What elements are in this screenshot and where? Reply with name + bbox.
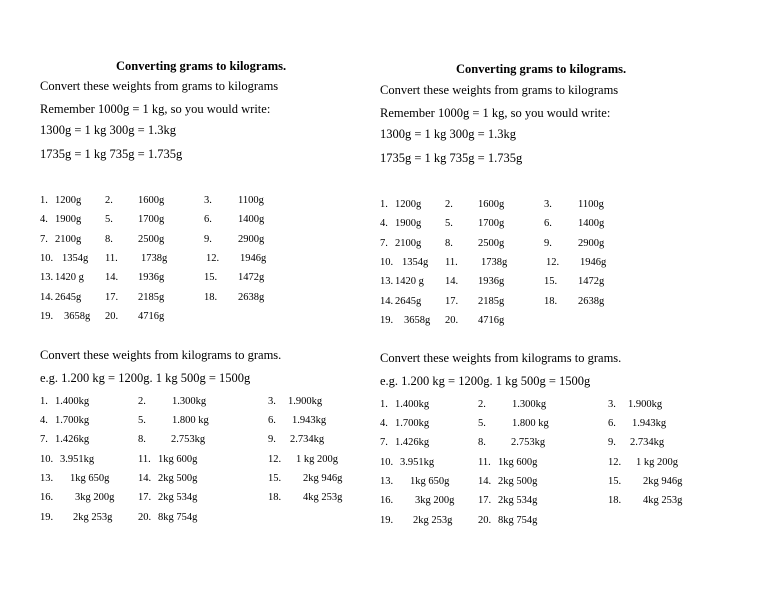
problem-value: 2645g	[395, 296, 422, 307]
problem-number: 12.	[206, 253, 220, 264]
example-line: e.g. 1.200 kg = 1200g. 1 kg 500g = 1500g	[380, 374, 591, 388]
problem-value: 2638g	[578, 296, 605, 307]
problem-value: 3658g	[64, 311, 91, 322]
problem-number: 8.	[105, 234, 113, 245]
remember-text: Remember 1000g = 1 kg, so you would write:	[380, 106, 611, 120]
problem-number: 4.	[40, 214, 48, 225]
problem-number: 14.	[138, 473, 152, 484]
problem-number: 12.	[268, 454, 282, 465]
problem-value: 2kg 253g	[73, 512, 113, 523]
problem-value: 2.753kg	[171, 434, 206, 445]
problem-number: 14.	[478, 476, 492, 487]
problem-value: 2kg 946g	[303, 473, 343, 484]
problem-value: 1.426kg	[395, 437, 430, 448]
problem-number: 19.	[40, 512, 54, 523]
problem-number: 17.	[105, 292, 119, 303]
problem-value: 2500g	[138, 234, 165, 245]
problem-number: 16.	[40, 492, 54, 503]
problem-number: 9.	[204, 234, 212, 245]
problem-number: 5.	[105, 214, 113, 225]
problem-value: 4716g	[138, 311, 165, 322]
problem-number: 11.	[105, 253, 118, 264]
problem-value: 4kg 253g	[643, 495, 683, 506]
problem-value: 2kg 500g	[158, 473, 198, 484]
problem-value: 1400g	[578, 218, 605, 229]
problem-number: 12.	[546, 257, 560, 268]
problem-value: 1600g	[478, 199, 505, 210]
problem-number: 19.	[380, 315, 394, 326]
problem-number: 1.	[40, 195, 48, 206]
problem-number: 6.	[544, 218, 552, 229]
problem-value: 2645g	[55, 292, 82, 303]
problem-value: 1420 g	[395, 276, 424, 287]
problem-value: 1354g	[402, 257, 429, 268]
problem-number: 14.	[380, 296, 394, 307]
problem-number: 3.	[268, 396, 276, 407]
instruction-text: Convert these weights from grams to kilograms	[40, 79, 279, 93]
problem-value: 1936g	[138, 272, 165, 283]
problem-value: 1946g	[580, 257, 607, 268]
problem-value: 1.700kg	[395, 418, 430, 429]
worksheet-title: Converting grams to kilograms.	[116, 59, 287, 73]
problem-value: 4kg 253g	[303, 492, 343, 503]
problem-number: 19.	[40, 311, 54, 322]
problem-number: 9.	[544, 238, 552, 249]
problem-number: 1.	[40, 396, 48, 407]
problem-value: 1100g	[578, 199, 604, 210]
problem-number: 11.	[478, 457, 491, 468]
problem-value: 1900g	[55, 214, 82, 225]
problem-number: 20.	[445, 315, 459, 326]
problem-value: 8kg 754g	[498, 515, 538, 526]
problem-value: 1kg 600g	[158, 454, 198, 465]
problem-number: 13.	[380, 476, 394, 487]
problem-value: 1.400kg	[55, 396, 90, 407]
problem-value: 3.951kg	[400, 457, 435, 468]
problem-value: 3658g	[404, 315, 431, 326]
problem-number: 7.	[40, 434, 48, 445]
problem-value: 1738g	[481, 257, 508, 268]
problem-value: 1.900kg	[288, 396, 323, 407]
problem-number: 18.	[204, 292, 218, 303]
problem-number: 2.	[478, 399, 486, 410]
problem-value: 1738g	[141, 253, 168, 264]
problem-number: 15.	[268, 473, 282, 484]
problem-number: 20.	[478, 515, 492, 526]
problem-number: 10.	[40, 454, 54, 465]
problem-value: 1kg 650g	[410, 476, 450, 487]
problem-number: 13.	[40, 473, 54, 484]
problem-number: 16.	[380, 495, 394, 506]
problem-value: 2kg 253g	[413, 515, 453, 526]
problem-number: 3.	[544, 199, 552, 210]
problem-value: 2kg 500g	[498, 476, 538, 487]
problem-value: 1420 g	[55, 272, 84, 283]
problem-value: 1.700kg	[55, 415, 90, 426]
problem-number: 5.	[138, 415, 146, 426]
problem-value: 1100g	[238, 195, 264, 206]
problem-number: 7.	[380, 238, 388, 249]
problem-value: 1472g	[578, 276, 605, 287]
problem-value: 2500g	[478, 238, 505, 249]
problem-number: 18.	[268, 492, 282, 503]
problem-number: 4.	[40, 415, 48, 426]
problem-value: 2.734kg	[630, 437, 665, 448]
problem-number: 5.	[445, 218, 453, 229]
example-line: 1735g = 1 kg 735g = 1.735g	[380, 151, 523, 165]
problem-value: 1600g	[138, 195, 165, 206]
problem-value: 1.900kg	[628, 399, 663, 410]
problem-value: 1.800 kg	[172, 415, 209, 426]
problem-value: 1.426kg	[55, 434, 90, 445]
problem-value: 1.400kg	[395, 399, 430, 410]
problem-value: 1.943kg	[632, 418, 667, 429]
problem-value: 1kg 650g	[70, 473, 110, 484]
worksheet-title: Converting grams to kilograms.	[456, 62, 627, 76]
problem-value: 1.800 kg	[512, 418, 549, 429]
problem-value: 2100g	[55, 234, 82, 245]
problem-value: 2.734kg	[290, 434, 325, 445]
problem-number: 6.	[608, 418, 616, 429]
problem-number: 2.	[105, 195, 113, 206]
problem-value: 2638g	[238, 292, 265, 303]
problem-number: 8.	[445, 238, 453, 249]
problem-number: 20.	[138, 512, 152, 523]
problem-number: 8.	[138, 434, 146, 445]
problem-value: 1354g	[62, 253, 89, 264]
problem-value: 1.300kg	[172, 396, 207, 407]
example-line: 1300g = 1 kg 300g = 1.3kg	[380, 127, 516, 141]
problem-value: 1kg 600g	[498, 457, 538, 468]
problem-number: 3.	[608, 399, 616, 410]
problem-value: 2900g	[238, 234, 265, 245]
problem-number: 4.	[380, 418, 388, 429]
problem-number: 7.	[40, 234, 48, 245]
problem-number: 11.	[138, 454, 151, 465]
problem-number: 15.	[544, 276, 558, 287]
problem-value: 1200g	[55, 195, 82, 206]
problem-value: 8kg 754g	[158, 512, 198, 523]
problem-number: 8.	[478, 437, 486, 448]
problem-value: 2kg 534g	[498, 495, 538, 506]
problem-value: 1.300kg	[512, 399, 547, 410]
problem-number: 17.	[138, 492, 152, 503]
example-line: e.g. 1.200 kg = 1200g. 1 kg 500g = 1500g	[40, 371, 251, 385]
problem-value: 2kg 534g	[158, 492, 198, 503]
problem-value: 2185g	[478, 296, 505, 307]
problem-number: 2.	[445, 199, 453, 210]
problem-number: 4.	[380, 218, 388, 229]
problem-number: 6.	[268, 415, 276, 426]
problem-number: 10.	[40, 253, 54, 264]
problem-number: 20.	[105, 311, 119, 322]
worksheet-copy-right	[340, 0, 724, 594]
problem-number: 10.	[380, 457, 394, 468]
problem-value: 2kg 946g	[643, 476, 683, 487]
problem-number: 18.	[608, 495, 622, 506]
problem-number: 14.	[40, 292, 54, 303]
problem-number: 18.	[544, 296, 558, 307]
problem-value: 1 kg 200g	[636, 457, 678, 468]
problem-value: 2100g	[395, 238, 422, 249]
problem-number: 15.	[204, 272, 218, 283]
problem-number: 13.	[40, 272, 54, 283]
problem-value: 2.753kg	[511, 437, 546, 448]
example-line: 1735g = 1 kg 735g = 1.735g	[40, 147, 183, 161]
problem-value: 3kg 200g	[75, 492, 115, 503]
problem-number: 14.	[105, 272, 119, 283]
problem-value: 1900g	[395, 218, 422, 229]
problem-value: 3.951kg	[60, 454, 95, 465]
problem-number: 1.	[380, 399, 388, 410]
problem-value: 1.943kg	[292, 415, 327, 426]
instruction-text: Convert these weights from kilograms to grams.	[40, 348, 282, 362]
problem-number: 5.	[478, 418, 486, 429]
problem-number: 7.	[380, 437, 388, 448]
problem-number: 2.	[138, 396, 146, 407]
problem-number: 6.	[204, 214, 212, 225]
problem-number: 13.	[380, 276, 394, 287]
instruction-text: Convert these weights from grams to kilograms	[380, 83, 619, 97]
problem-number: 15.	[608, 476, 622, 487]
problem-value: 1936g	[478, 276, 505, 287]
remember-text: Remember 1000g = 1 kg, so you would write:	[40, 102, 271, 116]
problem-value: 1 kg 200g	[296, 454, 338, 465]
problem-number: 3.	[204, 195, 212, 206]
problem-value: 1200g	[395, 199, 422, 210]
problem-value: 4716g	[478, 315, 505, 326]
problem-value: 1400g	[238, 214, 265, 225]
problem-value: 1700g	[138, 214, 165, 225]
problem-value: 2185g	[138, 292, 165, 303]
problem-number: 1.	[380, 199, 388, 210]
problem-value: 1700g	[478, 218, 505, 229]
problem-value: 1472g	[238, 272, 265, 283]
problem-number: 14.	[445, 276, 459, 287]
problem-number: 9.	[268, 434, 276, 445]
example-line: 1300g = 1 kg 300g = 1.3kg	[40, 123, 176, 137]
problem-number: 19.	[380, 515, 394, 526]
problem-value: 1946g	[240, 253, 267, 264]
problem-number: 12.	[608, 457, 622, 468]
problem-number: 11.	[445, 257, 458, 268]
problem-value: 3kg 200g	[415, 495, 455, 506]
problem-number: 17.	[445, 296, 459, 307]
problem-number: 10.	[380, 257, 394, 268]
instruction-text: Convert these weights from kilograms to grams.	[380, 351, 622, 365]
problem-number: 9.	[608, 437, 616, 448]
problem-value: 2900g	[578, 238, 605, 249]
problem-number: 17.	[478, 495, 492, 506]
